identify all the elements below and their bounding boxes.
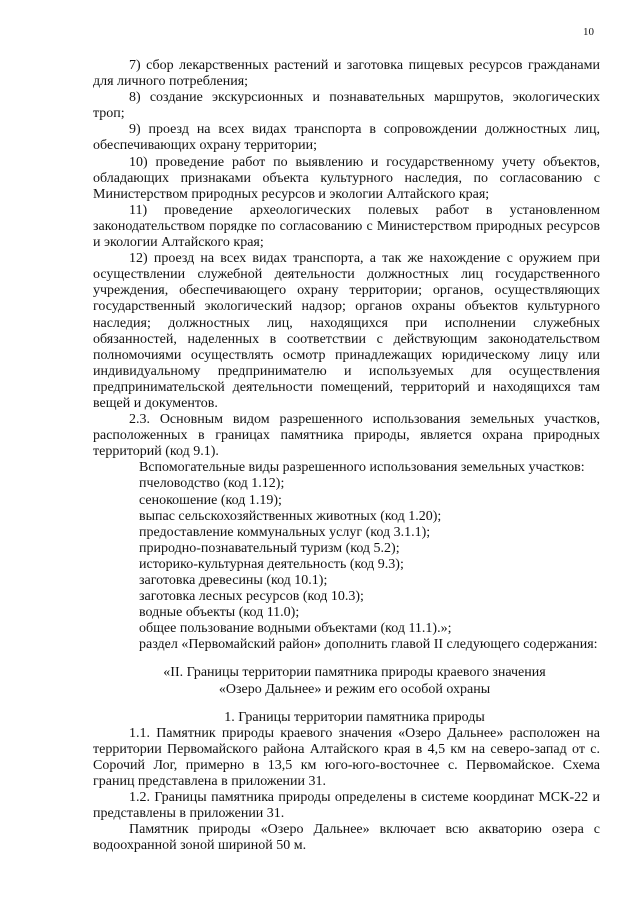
paragraph-1-2: 1.2. Границы памятника природы определены в системе координат МСК-22 и представлены в приложении 31.: [93, 790, 600, 822]
paragraph-item-11: 11) проведение археологических полевых работ в установленном законодательством порядке по согласованию с Министерством природных ресурсов и экологии Алтайского края;: [93, 202, 600, 251]
list-item: сенокошение (код 1.19);: [139, 492, 282, 508]
paragraph-1-1: 1.1. Памятник природы краевого значения «Озеро Дальнее» расположен на территории Первомайского района Алтайского края в 4,5 км на северо-запад от с. Сорочий Лог, примерно в 13,5 км юго-юго-восточнее с. Первомайское. Схема границ представлена в приложении 31.: [93, 725, 600, 790]
subsection-title: 1. Границы территории памятника природы: [224, 709, 485, 725]
list-item: заготовка древесины (код 10.1);: [139, 573, 328, 588]
paragraph-2-3: 2.3. Основным видом разрешенного использования земельных участков, расположенных в границах памятника природы, является охрана природных территорий (код 9.1).: [93, 412, 600, 460]
list-item: выпас сельскохозяйственных животных (код 1.20);: [139, 508, 442, 524]
list-item: историко-культурная деятельность (код 9.3);: [139, 556, 404, 572]
list-item: пчеловодство (код 1.12);: [139, 476, 285, 492]
section-title-line-1: «II. Границы территории памятника природы краевого значения: [163, 665, 546, 681]
aux-uses-intro: Вспомогательные виды разрешенного использования земельных участков:: [139, 460, 585, 476]
page-number: 10: [583, 26, 594, 38]
list-item: общее пользование водными объектами (код 11.1).»;: [139, 621, 452, 637]
aux-uses-list: [93, 476, 600, 653]
paragraph-item-10: 10) проведение работ по выявлению и государственному учету объектов, обладающих признаками объекта культурного наследия, по согласованию с Министерством природных ресурсов и экологии Алтайского края;: [93, 154, 600, 202]
list-item: раздел «Первомайский район» дополнить главой II следующего содержания:: [139, 637, 598, 653]
paragraph-item-8: 8) создание экскурсионных и познавательных маршрутов, экологических троп;: [93, 90, 600, 122]
paragraph-item-7: 7) сбор лекарственных растений и заготовка пищевых ресурсов гражданами для личного потребления;: [93, 58, 600, 90]
list-item: водные объекты (код 11.0);: [139, 605, 300, 621]
list-item: природно-познавательный туризм (код 5.2);: [139, 540, 400, 556]
paragraph-item-9: 9) проезд на всех видах транспорта в сопровождении должностных лиц, обеспечивающих охрану территории;: [93, 122, 600, 154]
list-item: заготовка лесных ресурсов (код 10.3);: [139, 589, 364, 605]
paragraph-item-12: 12) проезд на всех видах транспорта, а так же нахождение с оружием при осуществлении служебной деятельности должностных лиц государственного учреждения, обеспечивающего охрану территории; органов, осуществляющих государственный экологический надзор; органов охраны объектов культурного наследия; должностных лиц, находящихся при исполнении служебных обязанностей, наделенных в соответствии с действующим законодательством полномочиями осуществлять осмотр принадлежащих юридическому лицу или индивидуальному предпринимателю и используемых для осуществления предпринимательской деятельности помещений, территорий и находящихся там вещей и документов.: [93, 251, 600, 411]
section-title-line-2: «Озеро Дальнее» и режим его особой охраны: [218, 681, 491, 697]
document-body: [93, 58, 600, 855]
paragraph-boundary-description: Памятник природы «Озеро Дальнее» включает всю акваторию озера с водоохранной зоной шириной 50 м.: [93, 822, 600, 854]
list-item: предоставление коммунальных услуг (код 3.1.1);: [139, 524, 431, 540]
